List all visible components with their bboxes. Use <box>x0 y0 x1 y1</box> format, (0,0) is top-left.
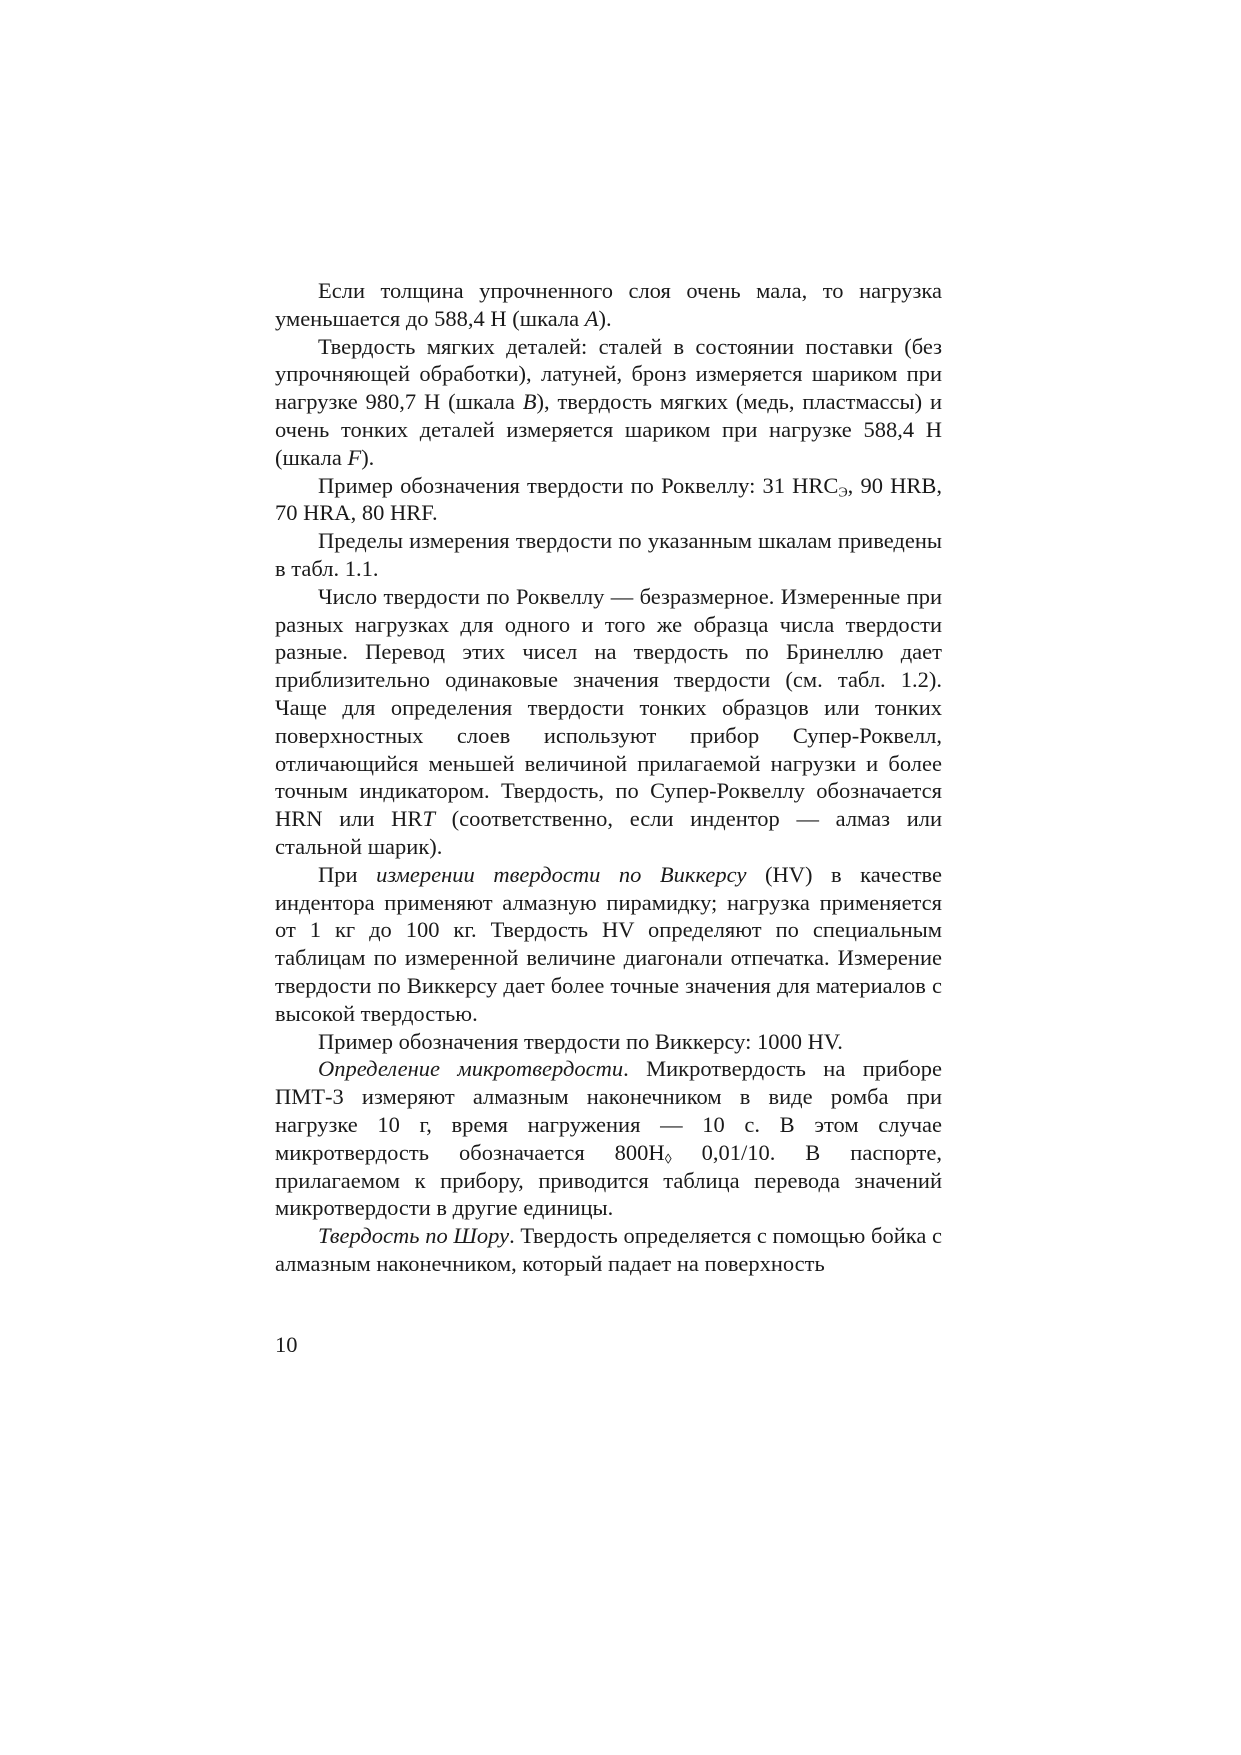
paragraph-2 <box>275 333 942 472</box>
scale-b-label: B <box>522 389 537 415</box>
hrc-subscript: Э <box>838 485 848 501</box>
shore-term: Твердость по Шору <box>318 1223 510 1249</box>
vickers-term: измерении твердости по Виккерсу <box>376 861 747 887</box>
paragraph-9 <box>275 1222 942 1278</box>
paragraph-2-text-a: Твердость мягких деталей: сталей в состоянии поставки (без упрочняющей обработки), латуней, бронз измеряется шариком при нагрузке 980,7 Н (шкала <box>275 333 942 415</box>
paragraph-4: Пределы измерения твердости по указанным шкалам приведены в табл. 1.1. <box>275 528 942 581</box>
rhombus-subscript: ◊ <box>664 1152 672 1168</box>
paragraph-6-text-b: (HV) в качестве индентора применяют алмазную пирамидку; нагрузка применяется от 1 кг до 100 кг. Твердость HV определяют по специальным таблицам по измеренной величине диагонали отпечатка. Измерение твердости по Виккерсу дает более точные значения для материалов с высокой твердостью. <box>275 861 943 1026</box>
paragraph-3-text-a: Пример обозначения твердости по Роквеллу: 31 HRC <box>318 472 839 498</box>
paragraph-2-text-b: ), твердость мягких (медь, пластмассы) и очень тонких деталей измеряется шариком при нагрузке 588,4 Н (шкала <box>275 389 942 470</box>
paragraph-1 <box>275 277 942 333</box>
paragraph-6 <box>275 861 942 1028</box>
paragraph-5 <box>275 583 942 861</box>
paragraph-2-end: ). <box>361 444 375 470</box>
paragraph-3 <box>275 472 942 528</box>
scale-f-label: F <box>347 444 362 470</box>
paragraph-8-text-a: . Микротвердость на приборе ПМТ-3 измеряют алмазным наконечником в виде ромба при нагрузке 10 г, время нагружения — 10 с. В этом случае микротвердость обозначается 800H <box>275 1056 942 1165</box>
hrt-italic-letter: T <box>422 806 435 832</box>
paragraph-1-text: Если толщина упрочненного слоя очень мала, то нагрузка уменьшается до 588,4 Н (шкала <box>275 278 942 331</box>
scale-a-label: A <box>584 305 599 331</box>
microhardness-term: Определение микротвердости <box>318 1056 624 1082</box>
paragraph-8 <box>275 1055 942 1222</box>
paragraph-5-text-a: Число твердости по Роквеллу — безразмерное. Измеренные при разных нагрузках для одного и того же образца числа твердости разные. Перевод этих чисел на твердость по Бринеллю дает приблизительно одинаковые значения твердости (см. табл. 1.2). Чаще для определения твердости тонких образцов или тонких поверхностных слоев используют прибор Супер-Роквелл, отличающийся меньшей величиной прилагаемой нагрузки и более точным индикатором. Твердость, по Супер-Роквеллу обозначается HRN или HR <box>275 583 942 832</box>
paragraph-9-text-a: . Твердость определяется с помощью бойка с алмазным наконечником, который падает на поверхность <box>275 1223 943 1276</box>
page-number: 10 <box>275 1332 298 1357</box>
paragraph-7: Пример обозначения твердости по Виккерсу: 1000 HV. <box>318 1028 843 1054</box>
paragraph-1-end: ). <box>598 305 612 331</box>
page-body <box>275 277 942 1278</box>
paragraph-3-text-b: , 90 HRB, 70 HRA, 80 HRF. <box>275 472 943 526</box>
paragraph-6-text-a: При <box>318 861 377 887</box>
paragraph-5-text-b: (соответственно, если индентор — алмаз или стальной шарик). <box>275 806 943 859</box>
paragraph-8-text-b: 0,01/10. В паспорте, прилагаемом к прибору, приводится таблица перевода значений микротвердости в другие единицы. <box>275 1139 942 1221</box>
